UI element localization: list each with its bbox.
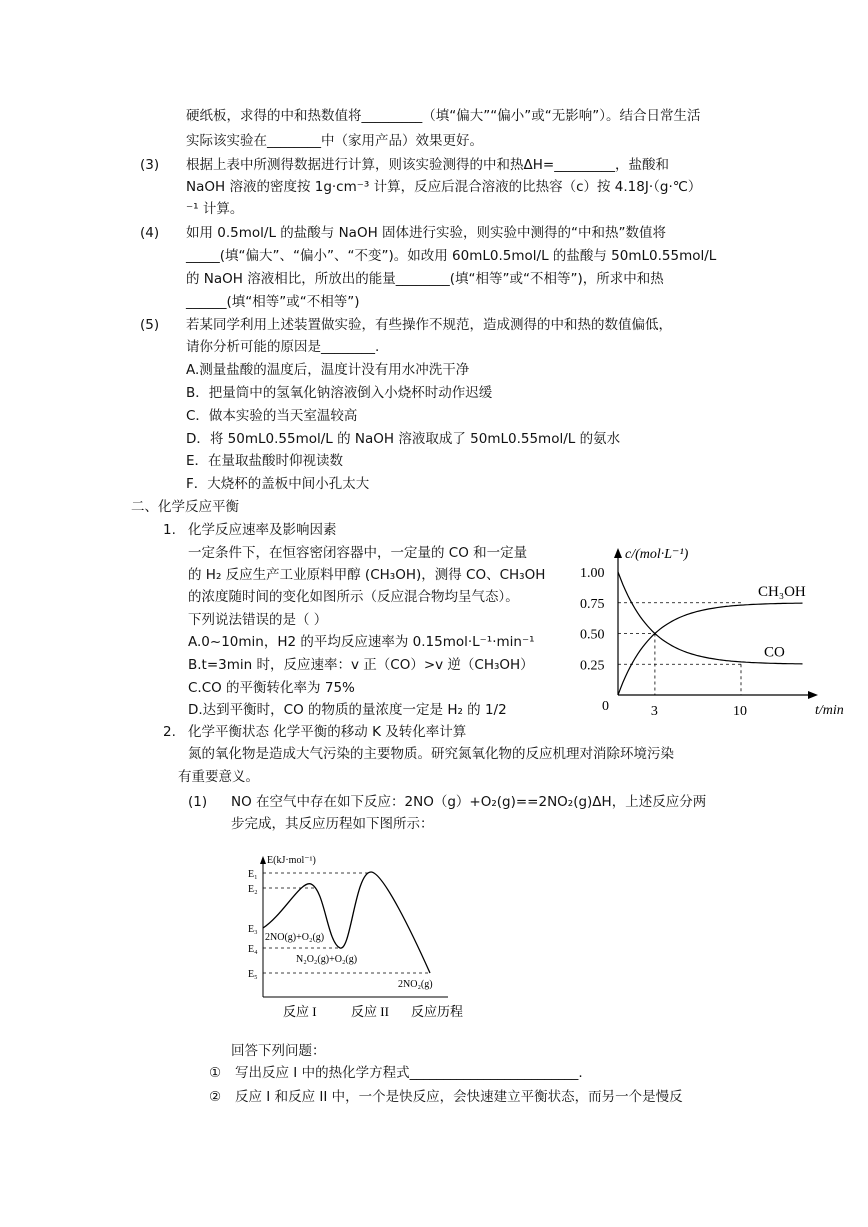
text-line: F．大烧杯的盖板中间小孔太大 (186, 476, 370, 492)
y-tick-label: 0.25 (580, 658, 605, 674)
text-line: (3) (140, 157, 160, 173)
energy-profile-diagram (243, 850, 473, 1022)
y-axis-label: c/(mol·L⁻¹) (625, 547, 689, 562)
species-label: 2NO(g)+O₂(g) (265, 932, 325, 943)
text-line: 二、化学反应平衡 (131, 499, 239, 515)
text-line: 硬纸板，求得的中和热数值将_________（填“偏大”“偏小”或“无影响”）。结合日常生活 (186, 108, 701, 124)
energy-level-label: E₁ (248, 869, 258, 880)
text-line: _____(填“偏大”、“偏小”、“不变”)。如改用 60mL0.5mol/L 的盐酸与 50mL0.55mol/L (186, 248, 717, 264)
text-line: 实际该实验在________中（家用产品）效果更好。 (186, 133, 483, 149)
x-tick-label: 0 (602, 699, 609, 714)
text-line: 氮的氧化物是造成大气污染的主要物质。研究氮氧化物的反应机理对消除环境污染 (188, 746, 674, 762)
text-line: 下列说法错误的是（ ） (188, 612, 328, 628)
text-line: A.0~10min，H2 的平均反应速率为 0.15mol·L⁻¹·min⁻¹ (188, 634, 535, 650)
x-axis-arrow (808, 691, 818, 699)
text-line: 化学平衡状态 化学平衡的移动 K 及转化率计算 (188, 724, 467, 740)
text-line: 回答下列问题： (231, 1043, 326, 1059)
x-tick-label: 10 (733, 704, 747, 719)
text-line: 若某同学利用上述装置做实验，有些操作不规范，造成测得的中和热的数值偏低， (186, 317, 672, 333)
species-label: 2NO₂(g) (398, 979, 433, 990)
energy-level-label: E₅ (248, 969, 258, 980)
y-tick-label: 1.00 (580, 566, 605, 581)
text-line: 的浓度随时间的变化如图所示（反应混合物均呈气态）。 (188, 589, 519, 605)
x-tick-label: 3 (650, 704, 658, 719)
text-line: C.CO 的平衡转化率为 75% (188, 680, 355, 696)
text-line: (1) (188, 794, 208, 810)
text-line: (4) (140, 225, 160, 241)
x-axis-label: t/min (815, 703, 844, 718)
text-line: 的 NaOH 溶液相比，所放出的能量________(填“相等”或“不相等”)，所求中和热 (186, 271, 664, 287)
text-line: E．在量取盐酸时仰视读数 (186, 453, 344, 469)
text-line: 2. (163, 724, 176, 740)
text-line: 请你分析可能的原因是________. (186, 339, 380, 355)
text-line: A.测量盐酸的温度后，温度计没有用水冲洗干净 (186, 362, 470, 378)
species-label: N₂O₂(g)+O₂(g) (296, 954, 358, 965)
text-line: 反应 I 和反应 II 中，一个是快反应，会快速建立平衡状态，而另一个是慢反 (235, 1089, 683, 1105)
x-label: 反应 II (351, 1004, 389, 1019)
energy-level-label: E₃ (248, 924, 258, 935)
text-line: ⁻¹ 计算。 (186, 201, 244, 217)
energy-diagram-layer (248, 855, 463, 1019)
text-line: 写出反应 I 中的热化学方程式_________________________. (235, 1065, 583, 1081)
energy-level-label: E₄ (248, 944, 258, 955)
text-line: 化学反应速率及影响因素 (188, 522, 337, 538)
text-line: D.达到平衡时，CO 的物质的量浓度一定是 H₂ 的 1/2 (188, 702, 507, 718)
text-line: B.t=3min 时，反应速率：v 正（CO）>v 逆（CH₃OH） (188, 657, 534, 673)
y-axis-label: E(kJ·mol⁻¹) (267, 855, 316, 866)
text-line: C．做本实验的当天室温较高 (186, 408, 358, 424)
y-tick-label: 0.75 (580, 596, 605, 612)
text-line: NO 在空气中存在如下反应：2NO（g）+O₂(g)==2NO₂(g)ΔH，上述反应分两 (231, 794, 707, 810)
text-line: 一定条件下，在恒容密闭容器中，一定量的 CO 和一定量 (188, 545, 528, 561)
concentration-time-chart (578, 540, 860, 720)
chart-axes (580, 547, 844, 719)
y-tick-label: 0.50 (580, 627, 605, 643)
text-line: (5) (140, 317, 160, 333)
series-label-ch3oh: CH₃OH (758, 583, 806, 600)
x-label: 反应 I (283, 1004, 317, 1019)
text-line: 的 H₂ 反应生产工业原料甲醇 (CH₃OH)，测得 CO、CH₃OH (188, 567, 546, 583)
text-line: ② (209, 1089, 222, 1105)
text-line: 如用 0.5mol/L 的盐酸与 NaOH 固体进行实验，则实验中测得的“中和热”数值将 (186, 225, 667, 241)
y-axis-arrow (260, 856, 266, 864)
chart-marks (618, 572, 806, 695)
energy-level-label: E₂ (248, 884, 258, 895)
text-line: ______(填“相等”或“不相等”) (186, 294, 360, 310)
y-axis-arrow (614, 548, 622, 558)
text-line: 根据上表中所测得数据进行计算，则该实验测得的中和热ΔH=_________，盐酸和 (186, 157, 669, 173)
text-line: 步完成，其反应历程如下图所示： (231, 816, 434, 832)
series-label-co: CO (764, 644, 785, 661)
text-line: D．将 50mL0.55mol/L 的 NaOH 溶液取成了 50mL0.55mol/L 的氨水 (186, 431, 621, 447)
x-label: 反应历程 (411, 1004, 464, 1019)
text-line: ① (209, 1065, 222, 1081)
text-line: 1. (163, 522, 176, 538)
text-line: 有重要意义。 (178, 769, 259, 785)
text-line: NaOH 溶液的密度按 1g·cm⁻³ 计算，反应后混合溶液的比热容（c）按 4.18J·（g·℃） (186, 179, 702, 195)
text-line: B．把量筒中的氢氧化钠溶液倒入小烧杯时动作迟缓 (186, 385, 493, 401)
